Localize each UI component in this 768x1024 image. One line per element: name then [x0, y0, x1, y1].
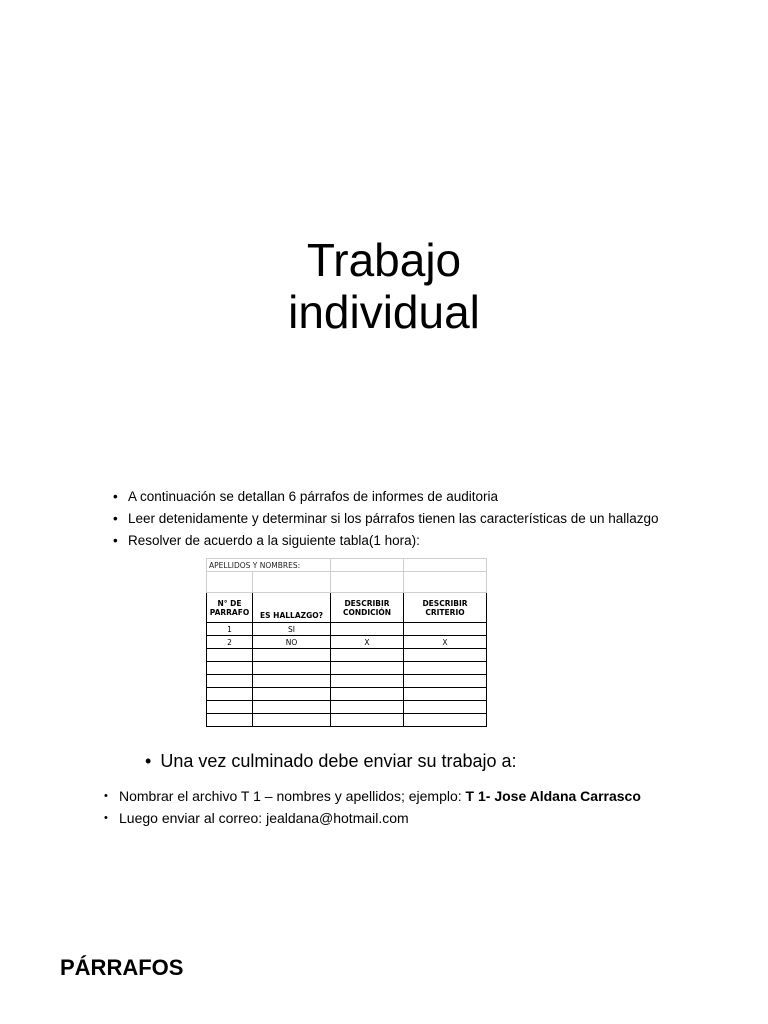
title-line-1: Trabajo	[306, 233, 462, 286]
table-row	[207, 688, 487, 701]
table-cell	[207, 675, 253, 688]
table-cell: 1	[207, 623, 253, 636]
submission-step	[104, 785, 641, 807]
answer-table	[206, 558, 487, 727]
instruction-text: A continuación se detallan 6 párrafos de informes de auditoria	[128, 489, 498, 504]
spacer-cell	[207, 572, 253, 593]
submission-instruction	[145, 749, 517, 773]
spacer-cell	[253, 572, 331, 593]
table-row	[207, 623, 487, 636]
submission-step	[104, 807, 641, 829]
instructions-list	[113, 486, 659, 552]
table-row	[207, 701, 487, 714]
table-cell: SI	[253, 623, 331, 636]
header-paragraph-number: N° DE PARRAFO	[207, 593, 253, 623]
table-row	[207, 714, 487, 727]
table-cell	[253, 649, 331, 662]
bullet-icon: •	[113, 489, 118, 504]
table-cell	[331, 701, 404, 714]
instruction-item	[113, 486, 659, 508]
table-row	[207, 662, 487, 675]
file-naming-text: Nombrar el archivo T 1 – nombres y apellidos; ejemplo:	[119, 788, 466, 804]
submission-steps-list	[104, 785, 641, 829]
table-cell: X	[404, 636, 487, 649]
email-instruction-text: Luego enviar al correo: jealdana@hotmail.com	[119, 810, 409, 826]
bullet-icon: •	[104, 790, 108, 802]
bullet-icon: •	[145, 751, 152, 771]
table-row	[207, 649, 487, 662]
table-cell	[207, 714, 253, 727]
submission-text: Una vez culminado debe enviar su trabajo a:	[160, 751, 517, 771]
table-cell	[253, 675, 331, 688]
table-cell	[253, 701, 331, 714]
title-line-2: individual	[288, 285, 480, 338]
table-cell	[404, 714, 487, 727]
spacer-cell	[331, 572, 404, 593]
table-cell: NO	[253, 636, 331, 649]
table-row	[207, 675, 487, 688]
header-row	[207, 593, 487, 623]
table-cell	[331, 714, 404, 727]
file-naming-example: T 1- Jose Aldana Carrasco	[465, 788, 641, 804]
table-cell	[331, 675, 404, 688]
table-cell	[404, 649, 487, 662]
names-cell	[331, 559, 404, 572]
spacer-row	[207, 572, 487, 593]
bullet-icon: •	[113, 511, 118, 526]
table-cell	[253, 662, 331, 675]
instruction-item	[113, 530, 659, 552]
table-cell	[207, 662, 253, 675]
header-condition: DESCRIBIR CONDICIÓN	[331, 593, 404, 623]
names-row	[207, 559, 487, 572]
table-cell	[404, 688, 487, 701]
table-cell	[404, 701, 487, 714]
bullet-icon: •	[104, 812, 108, 824]
document-title	[0, 234, 768, 338]
header-criterion: DESCRIBIR CRITERIO	[404, 593, 487, 623]
header-is-finding: ES HALLAZGO?	[253, 593, 331, 623]
instruction-text: Resolver de acuerdo a la siguiente tabla(1 hora):	[128, 533, 420, 548]
table-cell	[331, 623, 404, 636]
names-label: APELLIDOS Y NOMBRES:	[207, 559, 331, 572]
instruction-text: Leer detenidamente y determinar si los párrafos tienen las características de un hallazgo	[128, 511, 659, 526]
table-cell	[207, 688, 253, 701]
table-cell	[404, 662, 487, 675]
table-cell	[404, 675, 487, 688]
instruction-item	[113, 508, 659, 530]
table-cell	[331, 662, 404, 675]
bullet-icon: •	[113, 533, 118, 548]
table-cell	[331, 688, 404, 701]
table-row	[207, 636, 487, 649]
table-cell	[331, 649, 404, 662]
table-cell: 2	[207, 636, 253, 649]
table-cell	[253, 714, 331, 727]
table-cell	[404, 623, 487, 636]
table-cell	[253, 688, 331, 701]
names-cell	[404, 559, 487, 572]
table-cell	[207, 649, 253, 662]
table-cell: X	[331, 636, 404, 649]
table-cell	[207, 701, 253, 714]
section-heading: PÁRRAFOS	[60, 955, 184, 980]
spacer-cell	[404, 572, 487, 593]
